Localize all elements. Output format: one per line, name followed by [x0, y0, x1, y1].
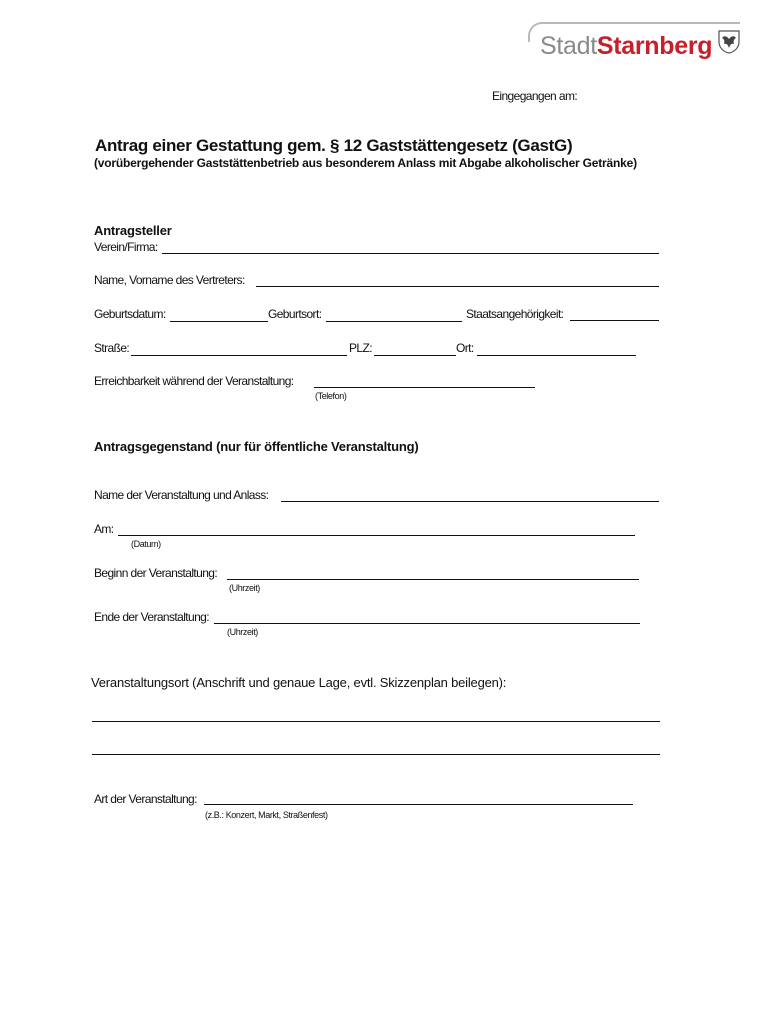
veranstaltungsort-line-2: [92, 754, 660, 755]
strasse-underline: [131, 355, 347, 356]
veranstaltung-name-field[interactable]: [281, 487, 659, 501]
ende-underline: [214, 623, 640, 624]
am-date-field[interactable]: [118, 521, 635, 535]
ende-label: Ende der Veranstaltung:: [94, 610, 209, 624]
telefon-field[interactable]: [314, 373, 535, 387]
beginn-label: Beginn der Veranstaltung:: [94, 566, 218, 580]
veranstaltungsort-label: Veranstaltungsort (Anschrift und genaue Lage, evtl. Skizzenplan beilegen):: [91, 675, 507, 690]
geburtsdatum-label: Geburtsdatum:: [94, 307, 166, 321]
staatsangehoerigkeit-field[interactable]: [570, 306, 659, 320]
geburtsort-field[interactable]: [326, 307, 462, 321]
veranstaltung-name-label: Name der Veranstaltung und Anlass:: [94, 488, 269, 502]
art-hint: (z.B.: Konzert, Markt, Straßenfest): [205, 810, 328, 820]
art-underline: [204, 804, 633, 805]
geburtsort-label: Geburtsort:: [268, 307, 322, 321]
plz-field[interactable]: [374, 341, 456, 355]
subject-heading: Antragsgegenstand (nur für öffentliche Veranstaltung): [94, 439, 419, 454]
ort-field[interactable]: [477, 341, 636, 355]
vertreter-label: Name, Vorname des Vertreters:: [94, 273, 245, 287]
vertreter-field[interactable]: [256, 272, 659, 286]
logo-stadt-text: Stadt: [540, 32, 597, 60]
geburtsdatum-field[interactable]: [170, 307, 268, 321]
logo-name-text: Starnberg: [596, 32, 713, 60]
beginn-time-field[interactable]: [227, 565, 639, 579]
ort-label: Ort:: [456, 341, 474, 355]
strasse-field[interactable]: [131, 341, 347, 355]
beginn-hint: (Uhrzeit): [229, 583, 260, 593]
plz-underline: [374, 355, 456, 356]
strasse-label: Straße:: [94, 341, 130, 355]
am-label: Am:: [94, 522, 114, 536]
form-title: Antrag einer Gestattung gem. § 12 Gaststättengesetz (GastG): [95, 136, 573, 155]
coat-of-arms-icon: [718, 30, 740, 54]
telefon-hint: (Telefon): [315, 391, 347, 401]
am-underline: [118, 535, 635, 536]
ort-underline: [477, 355, 636, 356]
plz-label: PLZ:: [349, 341, 372, 355]
datum-hint: (Datum): [131, 539, 161, 549]
geburtsort-underline: [326, 321, 462, 322]
veranstaltung-name-underline: [281, 501, 659, 502]
art-label: Art der Veranstaltung:: [94, 792, 197, 806]
erreichbarkeit-label: Erreichbarkeit während der Veranstaltung:: [94, 374, 294, 388]
logo-wordmark: [540, 32, 712, 61]
vertreter-underline: [256, 286, 659, 287]
applicant-heading: Antragsteller: [94, 223, 172, 238]
veranstaltungsort-field-2[interactable]: [92, 737, 660, 754]
staatsangehoerigkeit-underline: [570, 320, 659, 321]
ende-hint: (Uhrzeit): [227, 627, 258, 637]
verein-field[interactable]: [162, 239, 659, 253]
geburtsdatum-underline: [170, 321, 268, 322]
form-subtitle: (vorübergehender Gaststättenbetrieb aus besonderem Anlass mit Abgabe alkoholischer Getränke): [94, 156, 637, 170]
stadt-starnberg-logo: [528, 22, 740, 68]
ende-time-field[interactable]: [214, 609, 640, 623]
telefon-underline: [314, 387, 535, 388]
art-field[interactable]: [204, 790, 633, 804]
beginn-underline: [227, 579, 639, 580]
veranstaltungsort-field-1[interactable]: [92, 704, 660, 721]
veranstaltungsort-line-1: [92, 721, 660, 722]
received-date-field[interactable]: [586, 86, 736, 100]
verein-underline: [162, 253, 659, 254]
received-label: Eingegangen am:: [492, 89, 578, 103]
verein-label: Verein/Firma:: [94, 240, 158, 254]
staatsangehoerigkeit-label: Staatsangehörigkeit:: [466, 307, 564, 321]
